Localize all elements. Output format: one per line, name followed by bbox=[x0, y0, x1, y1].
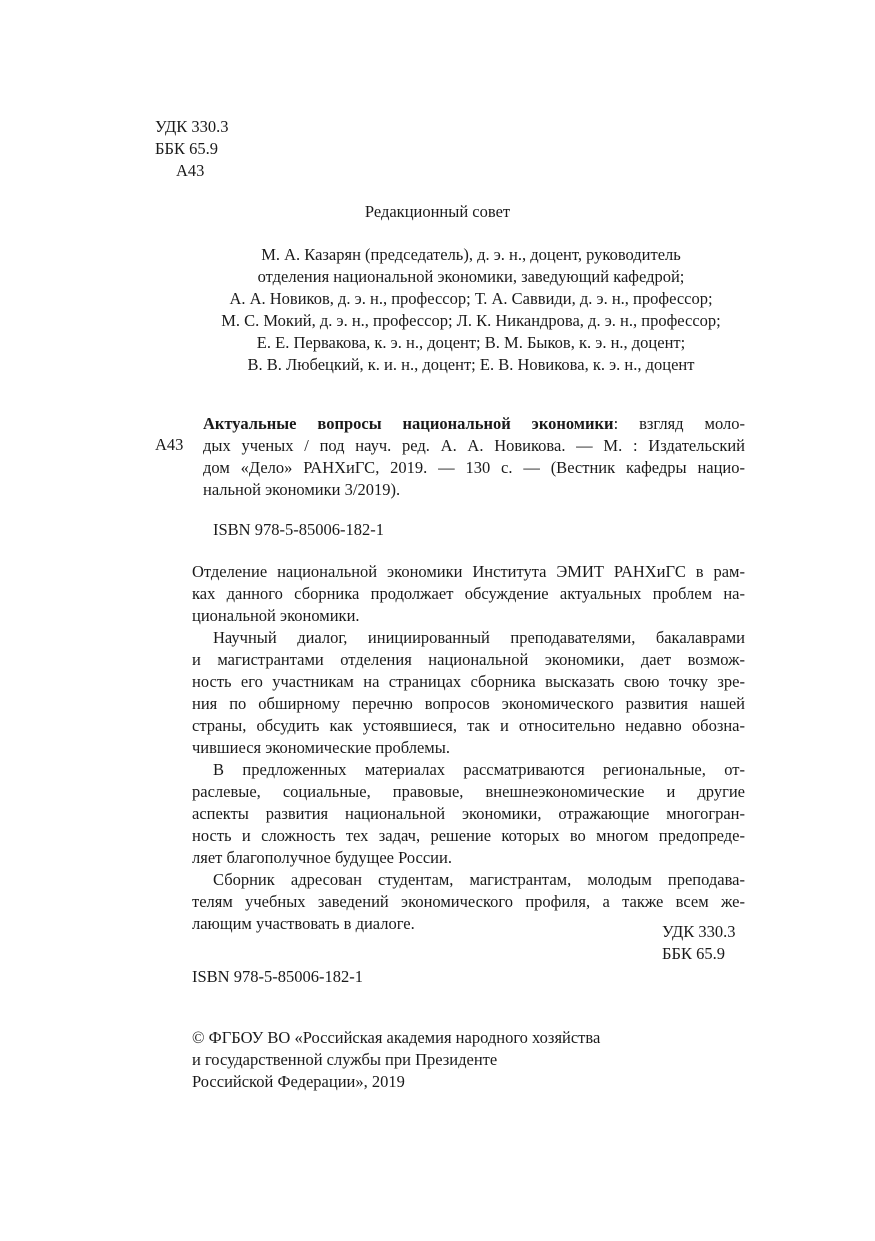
annotation-line: Научный диалог, инициированный преподавателями, бакалаврами bbox=[213, 628, 745, 647]
annotation-line: циональной экономики. bbox=[192, 606, 360, 625]
footer-udk-code: УДК 330.3 bbox=[662, 922, 736, 941]
annotation-line: аспекты развития национальной экономики, отражающие многогран- bbox=[192, 804, 745, 823]
editorial-board-line: М. А. Казарян (председатель), д. э. н., доцент, руководитель bbox=[261, 245, 681, 264]
bibliographic-line: нальной экономики 3/2019). bbox=[203, 480, 401, 499]
isbn-number: ISBN 978-5-85006-182-1 bbox=[213, 520, 384, 539]
annotation-line: чившиеся экономические проблемы. bbox=[192, 738, 450, 757]
bibliographic-author-mark: А43 bbox=[155, 435, 184, 454]
book-title: Актуальные вопросы национальной экономики bbox=[203, 414, 614, 433]
annotation-line: телям учебных заведений экономического профиля, а также всем же- bbox=[192, 892, 745, 911]
annotation-line: ность его участникам на страницах сборника высказать свою точку зре- bbox=[192, 672, 745, 691]
copyright-line: и государственной службы при Президенте bbox=[192, 1050, 498, 1069]
editorial-board-line: М. С. Мокий, д. э. н., профессор; Л. К. Никандрова, д. э. н., профессор; bbox=[221, 311, 721, 330]
annotation-line: ляет благополучное будущее России. bbox=[192, 848, 452, 867]
annotation-line: и магистрантами отделения национальной экономики, дает возмож- bbox=[192, 650, 745, 669]
annotation-line: ках данного сборника продолжает обсуждение актуальных проблем на- bbox=[192, 584, 745, 603]
editorial-board-line: В. В. Любецкий, к. и. н., доцент; Е. В. Новикова, к. э. н., доцент bbox=[247, 355, 695, 374]
annotation-line: раслевые, социальные, правовые, внешнеэкономические и другие bbox=[192, 782, 745, 801]
bibliographic-line: дых ученых / под науч. ред. А. А. Новикова. — М. : Издательский bbox=[203, 436, 745, 455]
annotation-line: ность и сложность тех задач, решение которых во многом предопреде- bbox=[192, 826, 745, 845]
copyright-line: © ФГБОУ ВО «Российская академия народного хозяйства bbox=[192, 1028, 601, 1047]
editorial-board-line: А. А. Новиков, д. э. н., профессор; Т. А. Саввиди, д. э. н., профессор; bbox=[229, 289, 713, 308]
annotation-line: ния по обширному перечню вопросов экономического развития нашей bbox=[192, 694, 745, 713]
bbk-code: ББК 65.9 bbox=[155, 139, 218, 158]
editorial-board-line: отделения национальной экономики, заведующий кафедрой; bbox=[257, 267, 685, 286]
annotation-line: Сборник адресован студентам, магистрантам, молодым преподава- bbox=[213, 870, 745, 889]
editorial-board-line: Е. Е. Первакова, к. э. н., доцент; В. М. Быков, к. э. н., доцент; bbox=[256, 333, 686, 352]
footer-bbk-code: ББК 65.9 bbox=[662, 944, 725, 963]
editorial-board-heading: Редакционный совет bbox=[364, 202, 511, 221]
copyright-line: Российской Федерации», 2019 bbox=[192, 1072, 405, 1091]
udk-code: УДК 330.3 bbox=[155, 117, 229, 136]
footer-isbn-number: ISBN 978-5-85006-182-1 bbox=[192, 967, 363, 986]
author-mark: А43 bbox=[176, 161, 205, 180]
annotation-line: лающим участвовать в диалоге. bbox=[192, 914, 415, 933]
annotation-line: В предложенных материалах рассматриваются региональные, от- bbox=[213, 760, 745, 779]
bibliographic-line: Актуальные вопросы национальной экономики: взгляд моло- bbox=[203, 414, 745, 433]
annotation-line: страны, обсудить как устоявшиеся, так и относительно недавно обозна- bbox=[192, 716, 745, 735]
bibliographic-line: дом «Дело» РАНХиГС, 2019. — 130 с. — (Вестник кафедры нацио- bbox=[203, 458, 745, 477]
annotation-line: Отделение национальной экономики Института ЭМИТ РАНХиГС в рам- bbox=[192, 562, 745, 581]
